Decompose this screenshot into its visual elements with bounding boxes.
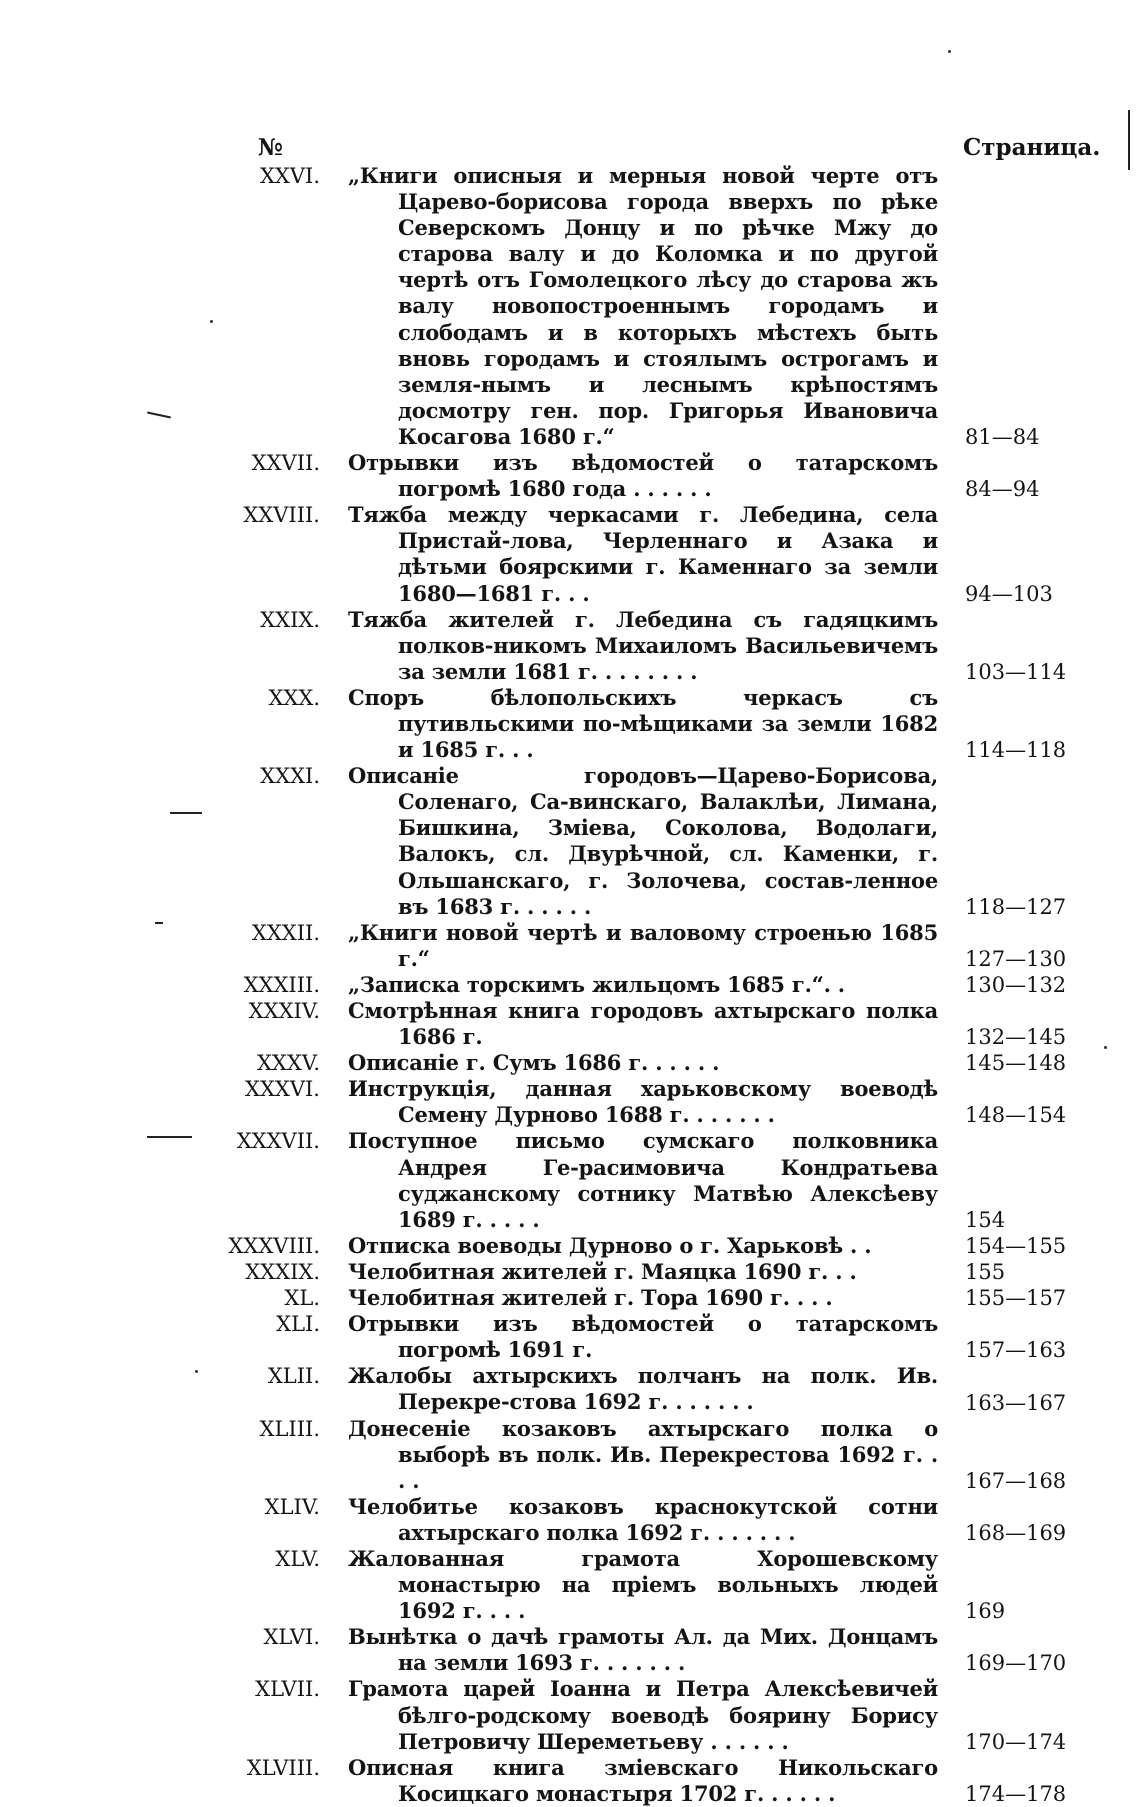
entry-title: Отрывки изъ вѣдомостей о татарскомъ погромѣ 1691 г. (348, 1311, 938, 1363)
entry-title: Тяжба между черкасами г. Лебедина, села Пристай-лова, Черленнаго и Азака и дѣтьми боярскими г. Каменнаго за земли 1680—1681 г. . . (348, 502, 938, 606)
entry-pages: 118—127 (965, 894, 1067, 919)
toc-entry (0, 685, 1140, 763)
entry-number: XL. (284, 1286, 320, 1311)
entry-title: Описаніе городовъ—Царево-Борисова, Соленаго, Са-винскаго, Валаклѣи, Лимана, Бишкина, Зміева, Соколова, Водолаги, Валокъ, сл. Двурѣчной, сл. Каменки, г. Ольшанскаго, г. Золочева, состав-ленное въ 1683 г. . . . . . (348, 763, 938, 919)
entry-pages: 148—154 (965, 1103, 1067, 1128)
entry-pages: 130—132 (965, 973, 1067, 997)
entry-number: XLI. (276, 1312, 320, 1337)
entry-title: Челобитная жителей г. Маяцка 1690 г. . . (348, 1258, 857, 1284)
toc-entry (0, 1363, 1140, 1415)
entry-number: XXXVII. (236, 1129, 320, 1154)
toc-entry (0, 972, 1140, 998)
entry-number: XXXVI. (245, 1077, 320, 1102)
toc-entry (0, 1259, 1140, 1285)
entry-title: „Книги новой чертѣ и валовому строенью 1685 г.“ (348, 919, 938, 971)
toc-entry (0, 450, 1140, 502)
toc-entry (0, 763, 1140, 920)
entry-pages: 168—169 (965, 1520, 1067, 1545)
entry-title: Отрывки изъ вѣдомостей о татарскомъ погромѣ 1680 года . . . . . . (348, 450, 938, 502)
entry-title: Жалованная грамота Хорошевскому монастырю на пріемъ вольныхъ людей 1692 г. . . . (348, 1545, 938, 1624)
print-speck (948, 50, 951, 53)
entry-pages: 81—84 (965, 425, 1040, 450)
entry-number: XXXII. (251, 920, 320, 945)
entry-title: „Записка торскимъ жильцомъ 1685 г.“. . (348, 971, 845, 997)
entry-pages: 154—155 (965, 1233, 1067, 1258)
entry-number: XXIX. (260, 607, 320, 632)
entry-pages: 169—170 (965, 1651, 1067, 1676)
entry-number: XLIII. (259, 1416, 320, 1441)
entry-number: XLVII. (255, 1677, 320, 1702)
toc-entry (0, 1624, 1140, 1676)
entry-pages: 155—157 (965, 1286, 1067, 1311)
toc-entry (0, 1128, 1140, 1232)
entry-pages: 94—103 (965, 581, 1053, 606)
entry-number: XXVIII. (243, 503, 320, 528)
toc-entry (0, 1285, 1140, 1311)
entry-number: XXVII. (251, 451, 320, 476)
entry-title: Споръ бѣлопольскихъ черкасъ съ путивльскими по-мѣщиками за земли 1682 и 1685 г. . . (348, 684, 938, 763)
entry-pages: 163—167 (965, 1390, 1067, 1415)
entry-pages: 174—178 (965, 1781, 1067, 1806)
entry-title: Отписка воеводы Дурново о г. Харьковѣ . . (348, 1232, 872, 1258)
toc-entry (0, 1416, 1140, 1494)
entry-pages: 132—145 (965, 1025, 1067, 1050)
entry-title: Инструкція, данная харьковскому воеводѣ Семену Дурново 1688 г. . . . . . . (348, 1076, 938, 1128)
page-column-header: Страница. (963, 134, 1101, 161)
entry-pages: 127—130 (965, 946, 1067, 971)
toc-entry (0, 1676, 1140, 1754)
entry-title: Тяжба жителей г. Лебедина съ гадяцкимъ полков-никомъ Михаиломъ Васильевичемъ за земли 1681 г. . . . . . . . (348, 606, 938, 684)
entry-pages: 157—163 (965, 1338, 1067, 1363)
entry-pages: 114—118 (965, 738, 1067, 763)
toc-entry (0, 1546, 1140, 1624)
entry-title: Челобитная жителей г. Тора 1690 г. . . . (348, 1285, 833, 1311)
toc-entry (0, 1233, 1140, 1259)
entry-title: Описаніе г. Сумъ 1686 г. . . . . . (348, 1050, 720, 1076)
entry-number: XXXIX. (245, 1259, 320, 1284)
entry-number: XLV. (275, 1546, 320, 1571)
entry-pages: 103—114 (965, 659, 1067, 684)
entry-title: Донесеніе козаковъ ахтырскаго полка о выборѣ въ полк. Ив. Перекрестова 1692 г. . . . (348, 1415, 938, 1493)
entry-number: XXXV. (256, 1051, 320, 1076)
toc-entry (0, 163, 1140, 450)
entry-pages: 154 (965, 1207, 1006, 1232)
toc-entry (0, 1076, 1140, 1128)
entry-title: „Книги описныя и мерныя новой черте отъ Царево-борисова города вверхъ по рѣке Северскомъ Донцу и по рѣчке Мжу до старова валу и до Коломка и по другой чертѣ отъ Гомолецкого лѣсу до старова жъ валу новопостроеннымъ городамъ и слободамъ и в которыхъ мѣстехъ быть вновь городамъ и стоялымъ острогамъ и земля-нымъ и леснымъ крѣпостямъ досмотру ген. пор. Григорья Ивановича Косагова 1680 г.“ (348, 163, 938, 449)
entry-pages: 169 (965, 1599, 1006, 1624)
toc-entry (0, 607, 1140, 685)
toc-entry (0, 1494, 1140, 1546)
entry-pages: 145—148 (965, 1051, 1067, 1076)
toc-entry (0, 1050, 1140, 1076)
entry-pages: 155 (965, 1260, 1006, 1285)
entry-number: XLII. (267, 1364, 320, 1389)
entry-pages: 84—94 (965, 477, 1040, 502)
toc-entry (0, 998, 1140, 1050)
margin-mark (1128, 110, 1130, 170)
table-of-contents (0, 163, 1140, 1807)
entry-title: Челобитье козаковъ краснокутской сотни ахтырскаго полка 1692 г. . . . . . . (348, 1493, 938, 1545)
entry-title: Вынѣтка о дачѣ грамоты Ал. да Мих. Донцамъ на земли 1693 г. . . . . . . (348, 1624, 938, 1676)
entry-title: Грамота царей Іоанна и Петра Алексѣевичей бѣлго-родскому воеводѣ боярину Борису Петровичу Шереметьеву . . . . . . (348, 1676, 938, 1754)
entry-number: XXXIII. (243, 972, 320, 997)
entry-title: Поступное письмо сумскаго полковника Андрея Ге-расимовича Кондратьева суджанскому сотнику Матвѣю Алексѣеву 1689 г. . . . . (348, 1128, 938, 1232)
toc-entry (0, 920, 1140, 972)
entry-number: XXXI. (260, 764, 320, 789)
entry-title: Жалобы ахтырскихъ полчанъ на полк. Ив. Перекре-стова 1692 г. . . . . . . (348, 1363, 938, 1415)
number-column-header: № (258, 134, 283, 161)
entry-number: XXX. (268, 685, 320, 710)
entry-number: XLIV. (264, 1494, 320, 1519)
entry-title: Описная книга зміевскаго Никольскаго Косицкаго монастыря 1702 г. . . . . . (348, 1754, 938, 1806)
entry-number: XXXVIII. (228, 1233, 320, 1258)
toc-entry (0, 1755, 1140, 1807)
entry-number: XLVI. (263, 1625, 320, 1650)
entry-number: XXVI. (259, 164, 320, 188)
toc-entry (0, 502, 1140, 606)
toc-entry (0, 1311, 1140, 1363)
entry-title: Смотрѣнная книга городовъ ахтырскаго полка 1686 г. (348, 998, 938, 1050)
entry-pages: 167—168 (965, 1468, 1067, 1493)
entry-number: XXXIV. (248, 999, 320, 1023)
entry-number: XLVIII. (246, 1755, 320, 1780)
entry-pages: 170—174 (965, 1729, 1067, 1754)
